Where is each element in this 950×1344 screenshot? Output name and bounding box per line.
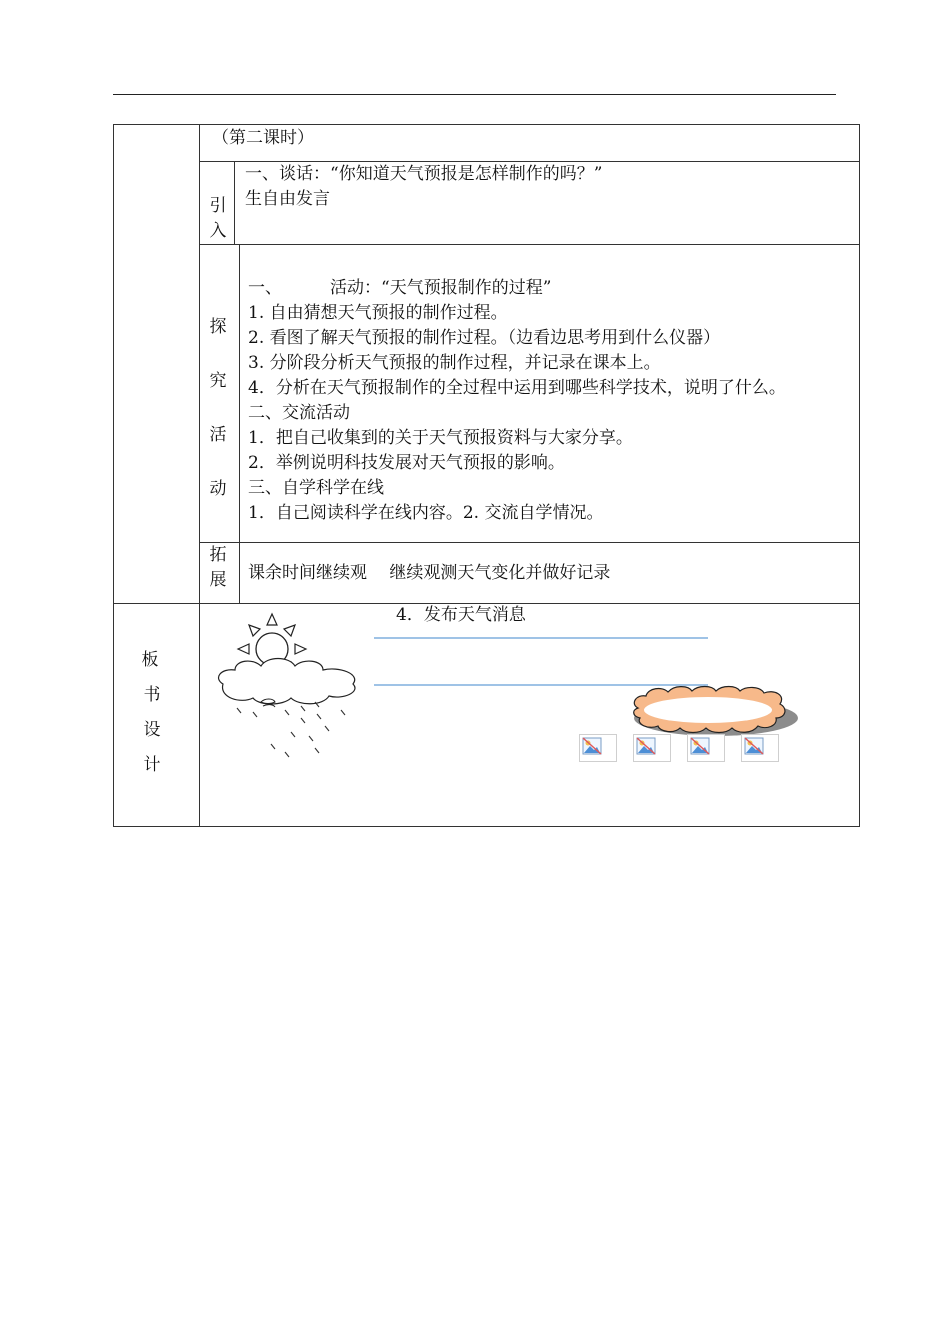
broken-image-icon [687, 734, 725, 762]
board-label-char-3: 设 [143, 720, 161, 740]
broken-image-icon [579, 734, 617, 762]
extend-label [203, 543, 233, 593]
intro-label [203, 194, 233, 244]
broken-image-icon [633, 734, 671, 762]
explore-label-char-2: 究 [209, 371, 227, 391]
board-line-1 [374, 637, 708, 639]
explore-label [203, 300, 233, 516]
board-label-char-1: 板 [141, 650, 159, 670]
explore-line-8: 三、自学科学在线 [248, 478, 384, 498]
explore-line-2: 2. 看图了解天气预报的制作过程。（边看边思考用到什么仪器） [248, 328, 721, 348]
row-divider-explore [199, 542, 860, 543]
board-label-char-4: 计 [143, 755, 161, 775]
broken-image-icon [741, 734, 779, 762]
intro-label-divider [234, 161, 235, 244]
sun-cloud-rain-icon [205, 612, 365, 772]
intro-line-2: 生自由发言 [245, 189, 330, 209]
explore-heading-num: 一、 [248, 278, 282, 298]
explore-line-4: 4．分析在天气预报制作的全过程中运用到哪些科学技术，说明了什么。 [248, 378, 786, 398]
intro-label-text: 引入 [209, 196, 227, 241]
explore-line-9: 1．自己阅读科学在线内容。2. 交流自学情况。 [248, 503, 604, 523]
extend-text: 课余时间继续观 继续观测天气变化并做好记录 [248, 563, 611, 583]
header-rule [113, 94, 836, 95]
extend-label-char-2: 展 [209, 570, 227, 590]
board-item-text: 4．发布天气消息 [396, 605, 526, 625]
explore-label-divider [239, 244, 240, 603]
explore-line-7: 2．举例说明科技发展对天气预报的影响。 [248, 453, 565, 473]
explore-label-char-4: 动 [209, 479, 227, 499]
explore-line-1: 1. 自由猜想天气预报的制作过程。 [248, 303, 508, 323]
explore-line-3: 3. 分阶段分析天气预报的制作过程，并记录在课本上。 [248, 353, 661, 373]
board-label [137, 643, 167, 783]
session-label: （第二课时） [212, 128, 314, 148]
board-label-char-2: 书 [143, 685, 161, 705]
explore-line-6: 1．把自己收集到的关于天气预报资料与大家分享。 [248, 428, 633, 448]
explore-heading-text: 活动：“天气预报制作的过程” [330, 278, 552, 298]
explore-label-char-1: 探 [209, 317, 227, 337]
explore-line-5: 二、交流活动 [248, 403, 350, 423]
extend-label-char-1: 拓 [209, 545, 227, 565]
row-divider-intro [199, 244, 860, 245]
left-column-divider [199, 124, 200, 827]
intro-line-1: 一、谈话：“你知道天气预报是怎样制作的吗？” [245, 164, 603, 184]
explore-label-char-3: 活 [209, 425, 227, 445]
